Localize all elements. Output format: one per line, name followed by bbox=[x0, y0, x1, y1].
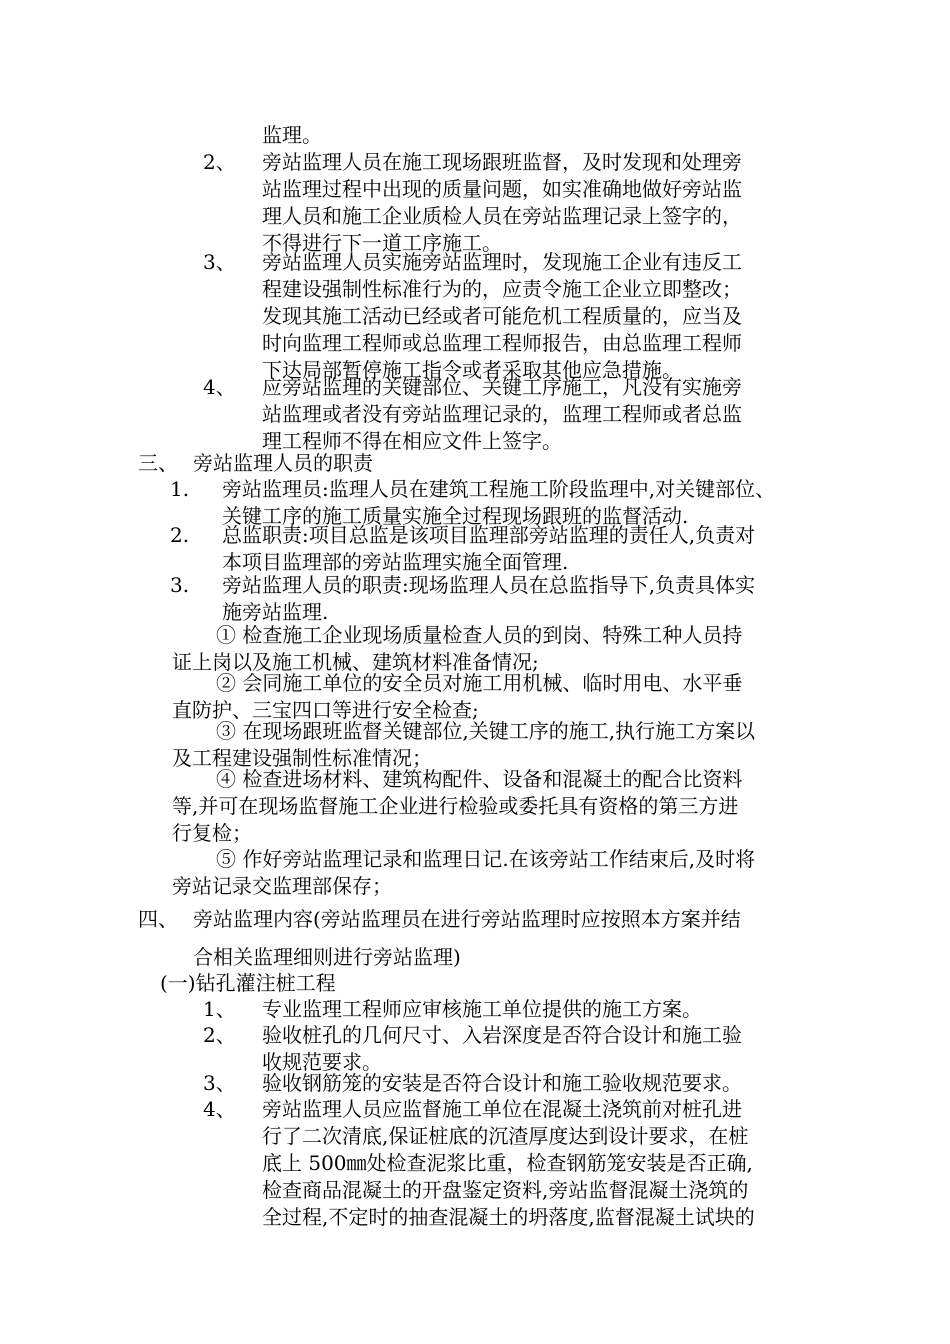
text-line bbox=[172, 622, 742, 649]
list-number: 3. bbox=[170, 573, 190, 597]
text-line: 及工程建设强制性标准情况； bbox=[172, 746, 432, 770]
text-line: (一)钻孔灌注桩工程 bbox=[160, 971, 336, 995]
text-line bbox=[172, 670, 742, 697]
list-number: 2、 bbox=[203, 150, 236, 174]
text-line: 合相关监理细则进行旁站监理) bbox=[193, 945, 461, 969]
text-line: 旁站监理人员的职责:现场监理人员在总监指导下,负责具体实 bbox=[222, 573, 756, 597]
text-line: 行了二次清底,保证桩底的沉渣厚度达到设计要求，在桩 bbox=[262, 1124, 749, 1148]
text-line: 收规范要求。 bbox=[262, 1050, 382, 1074]
text-span: 作好旁站监理记录和监理日记.在该旁站工作结束后,及时将 bbox=[242, 847, 756, 871]
circled-number: ② bbox=[216, 671, 236, 695]
circled-number: ⑤ bbox=[216, 847, 236, 871]
text-span: 检查进场材料、建筑构配件、设备和混凝土的配合比资料 bbox=[242, 767, 743, 791]
list-item bbox=[262, 1022, 742, 1076]
text-line: 理工程师不得在相应文件上签字。 bbox=[262, 429, 562, 453]
text-span: 在现场跟班监督关键部位,关键工序的施工,执行施工方案以 bbox=[242, 719, 756, 743]
text-line: 验收桩孔的几何尺寸、入岩深度是否符合设计和施工验 bbox=[262, 1023, 742, 1047]
text-line: 旁站监理人员的职责 bbox=[193, 451, 373, 475]
list-item bbox=[262, 1096, 755, 1231]
text-line: 验收钢筋笼的安装是否符合设计和施工验收规范要求。 bbox=[262, 1071, 742, 1095]
list-item bbox=[262, 1070, 742, 1097]
text-line: 等,并可在现场监督施工企业进行检验或委托具有资格的第三方进 bbox=[172, 794, 739, 818]
section-title: 旁站监理内容 bbox=[193, 907, 313, 931]
text-line: 旁站监理人员实施旁站监理时，发现施工企业有违反工 bbox=[262, 250, 742, 274]
duty-paragraph bbox=[172, 670, 742, 724]
text-line bbox=[172, 766, 742, 793]
duty-paragraph bbox=[172, 766, 742, 847]
list-number: 3、 bbox=[203, 1071, 236, 1095]
text-line: 行复检； bbox=[172, 821, 252, 845]
list-number: 3、 bbox=[203, 250, 236, 274]
text-line: 程建设强制性标准行为的，应责令施工企业立即整改； bbox=[262, 277, 742, 301]
duty-paragraph bbox=[172, 718, 755, 772]
text-line bbox=[172, 718, 755, 745]
list-number: 4、 bbox=[203, 375, 236, 399]
list-number: 4、 bbox=[203, 1097, 236, 1121]
list-item bbox=[262, 996, 702, 1023]
text-line bbox=[193, 906, 741, 933]
text-line: 站监理或者没有旁站监理记录的，监理工程师或者总监 bbox=[262, 402, 742, 426]
list-number: 2. bbox=[170, 523, 190, 547]
text-line: 旁站记录交监理部保存； bbox=[172, 874, 392, 898]
list-item bbox=[262, 149, 742, 257]
text-line: 发现其施工活动已经或者可能危机工程质量的，应当及 bbox=[262, 304, 742, 328]
text-span: 会同施工单位的安全员对施工用机械、临时用电、水平垂 bbox=[242, 671, 743, 695]
text-line bbox=[172, 846, 755, 873]
list-item bbox=[262, 249, 742, 384]
circled-number: ① bbox=[216, 623, 236, 647]
section-note: (旁站监理员在进行旁站监理时应按照本方案并结 bbox=[313, 907, 741, 931]
text-line: 本项目监理部的旁站监理实施全面管理. bbox=[222, 550, 569, 574]
text-line: 总监职责:项目总监是该项目监理部旁站监理的责任人,负责对 bbox=[222, 523, 756, 547]
text-line: 全过程,不定时的抽查混凝土的坍落度,监督混凝土试块的 bbox=[262, 1205, 755, 1229]
duty-paragraph bbox=[172, 622, 742, 676]
paragraph-tail bbox=[262, 122, 322, 149]
section-number: 三、 bbox=[138, 451, 178, 475]
list-number: 2、 bbox=[203, 1023, 236, 1047]
list-number: 1. bbox=[170, 477, 190, 501]
text-line: 旁站监理人员在施工现场跟班监督，及时发现和处理旁 bbox=[262, 150, 742, 174]
section-number: 四、 bbox=[138, 907, 178, 931]
list-item bbox=[222, 572, 755, 626]
text-line: 旁站监理员:监理人员在建筑工程施工阶段监理中,对关键部位、 bbox=[222, 477, 776, 501]
text-line: 理人员和施工企业质检人员在旁站监理记录上签字的， bbox=[262, 204, 742, 228]
text-line: 时向监理工程师或总监理工程师报告，由总监理工程师 bbox=[262, 331, 742, 355]
text-line: 专业监理工程师应审核施工单位提供的施工方案。 bbox=[262, 997, 702, 1021]
section-title bbox=[193, 450, 373, 477]
text-line: 证上岗以及施工机械、建筑材料准备情况; bbox=[172, 650, 539, 674]
section-heading bbox=[193, 906, 741, 933]
text-line: 关键工序的施工质量实施全过程现场跟班的监督活动. bbox=[222, 504, 689, 528]
text-line: 不得进行下一道工序施工。 bbox=[262, 231, 502, 255]
text-line: 应旁站监理的关键部位、关键工序施工，凡没有实施旁 bbox=[262, 375, 742, 399]
subsection-title bbox=[160, 970, 336, 997]
text-line: 监理。 bbox=[262, 123, 322, 147]
text-line: 底上 500㎜处检查泥浆比重，检查钢筋笼安装是否正确, bbox=[262, 1151, 753, 1175]
text-line: 直防护、三宝四口等进行安全检查; bbox=[172, 698, 479, 722]
circled-number: ④ bbox=[216, 767, 236, 791]
text-line: 站监理过程中出现的质量问题，如实准确地做好旁站监 bbox=[262, 177, 742, 201]
text-line: 下达局部暂停施工指令或者采取其他应急措施。 bbox=[262, 358, 682, 382]
circled-number: ③ bbox=[216, 719, 236, 743]
text-line: 施旁站监理. bbox=[222, 600, 329, 624]
text-line: 检查商品混凝土的开盘鉴定资料,旁站监督混凝土浇筑的 bbox=[262, 1178, 749, 1202]
section-note-continuation bbox=[193, 944, 461, 971]
list-number: 1、 bbox=[203, 997, 236, 1021]
list-item bbox=[222, 522, 755, 576]
text-span: 检查施工企业现场质量检查人员的到岗、特殊工种人员持 bbox=[242, 623, 743, 647]
duty-paragraph bbox=[172, 846, 755, 900]
text-line: 旁站监理人员应监督施工单位在混凝土浇筑前对桩孔进 bbox=[262, 1097, 742, 1121]
list-item bbox=[262, 374, 742, 455]
